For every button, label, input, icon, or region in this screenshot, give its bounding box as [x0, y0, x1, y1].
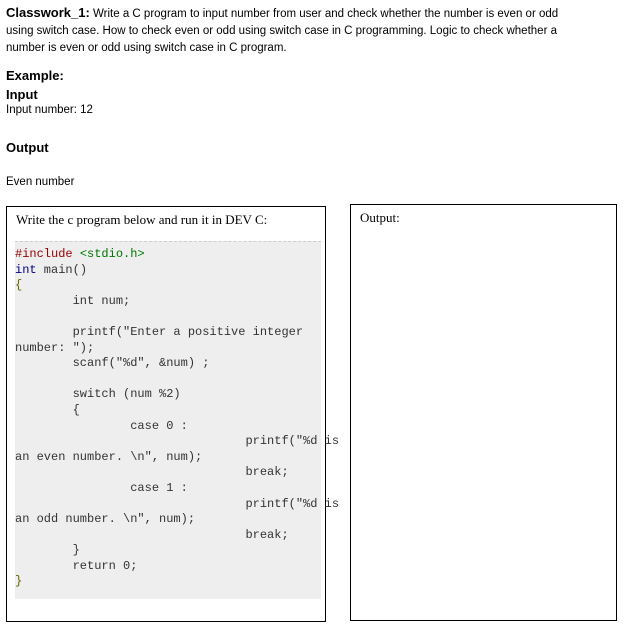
code-close-brace: } [15, 574, 23, 589]
code-body: int num; printf("Enter a positive integer number: "); scanf("%d", &num) ; switch (num %2) { case 0 : printf("%d is an even number. \n", num); break; case 1 : printf("%d is an odd number. \n", num); break; } return 0; [15, 293, 340, 573]
output-value: Even number [6, 176, 75, 188]
code-block [15, 247, 340, 590]
example-heading: Example: [6, 68, 64, 83]
code-include-file: <stdio.h> [79, 247, 145, 261]
code-main-signature: main() [36, 262, 88, 277]
assignment-description [6, 4, 576, 57]
code-box [6, 206, 340, 622]
classwork-title: Classwork_1: [6, 5, 90, 20]
code-box-title: Write the c program below and run it in DEV C: [16, 212, 268, 227]
classwork-text: Write a C program to input number from user and check whether the number is even or odd using switch case. How to check even or odd using switch case in C programming. Logic to check whether a number is even or odd using switch case in C program. [6, 8, 559, 54]
output-box-title: Output: [360, 210, 400, 225]
code-include-directive: #include [15, 247, 73, 261]
input-heading: Input [6, 87, 38, 102]
output-box [350, 204, 617, 621]
output-heading: Output [6, 140, 49, 155]
input-value: Input number: 12 [6, 104, 93, 116]
code-open-brace: { [15, 278, 23, 293]
code-int-keyword: int [15, 262, 37, 277]
